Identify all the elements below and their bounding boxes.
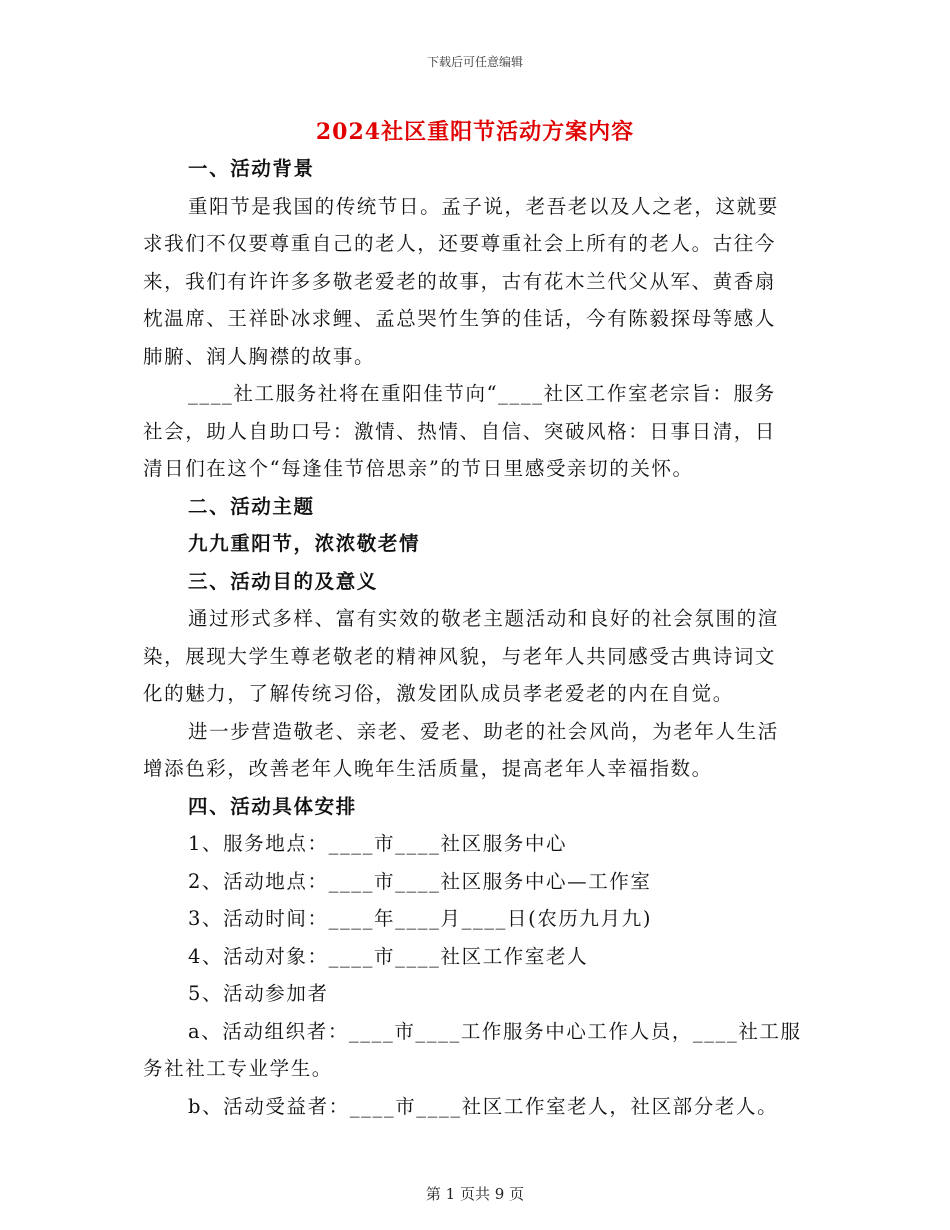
- text-line: 4、活动对象：____市____社区工作室老人: [188, 944, 589, 968]
- section-heading: 九九重阳节，浓浓敬老情: [188, 532, 421, 555]
- text-line: 肺腑、润人胸襟的故事。: [143, 344, 376, 368]
- text-line: 来，我们有许许多多敬老爱老的故事，古有花木兰代父从军、黄香扇: [143, 269, 777, 293]
- text-line: ____社工服务社将在重阳佳节向“____社区工作室老宗旨：服务: [188, 382, 776, 405]
- text-line: 务社社工专业学生。: [143, 1057, 333, 1080]
- text-line: 染，展现大学生尊老敬老的精神风貌，与老年人共同感受古典诗词文: [143, 644, 777, 668]
- section-heading: 四、活动具体安排: [188, 794, 357, 818]
- text-line: 3、活动时间：____年____月____日(农历九月九): [188, 907, 653, 930]
- text-line: 2、活动地点：____市____社区服务中心—工作室: [188, 869, 652, 893]
- text-line: 进一步营造敬老、亲老、爱老、助老的社会风尚，为老年人生活: [188, 719, 779, 743]
- text-line: b、活动受益者：____市____社区工作室老人，社区部分老人。: [188, 1094, 779, 1118]
- text-line: 通过形式多样、富有实效的敬老主题活动和良好的社会氛围的渲: [188, 607, 779, 630]
- section-heading: 二、活动主题: [188, 494, 315, 518]
- section-heading: 一、活动背景: [188, 157, 315, 180]
- text-line: 清日们在这个“每逢佳节倍思亲”的节日里感受亲切的关怀。: [143, 457, 694, 480]
- document-body: [143, 150, 808, 1125]
- page-header: 下载后可任意编辑: [426, 55, 523, 69]
- text-line: 枕温席、王祥卧冰求鲤、孟总哭竹生笋的佳话，今有陈毅探母等感人: [143, 307, 777, 330]
- section-heading: 三、活动目的及意义: [188, 569, 378, 593]
- document-title: 2024社区重阳节活动方案内容: [315, 119, 635, 145]
- text-line: 社会，助人自助口号：激情、热情、自信、突破风格：日事日清，日: [143, 419, 777, 443]
- text-line: 5、活动参加者: [188, 982, 329, 1005]
- text-line: 1、服务地点：____市____社区服务中心: [188, 832, 568, 855]
- text-line: 重阳节是我国的传统节日。孟子说，老吾老以及人之老，这就要: [188, 194, 779, 218]
- text-line: 求我们不仅要尊重自己的老人，还要尊重社会上所有的老人。古往今: [143, 232, 777, 255]
- text-line: a、活动组织者：____市____工作服务中心工作人员，____社工服: [188, 1019, 802, 1043]
- text-line: 增添色彩，改善老年人晚年生活质量，提高老年人幸福指数。: [143, 757, 713, 780]
- text-line: 化的魅力，了解传统习俗，激发团队成员孝老爱老的内在自觉。: [143, 682, 734, 705]
- page-footer: 第 1 页共 9 页: [425, 1185, 525, 1203]
